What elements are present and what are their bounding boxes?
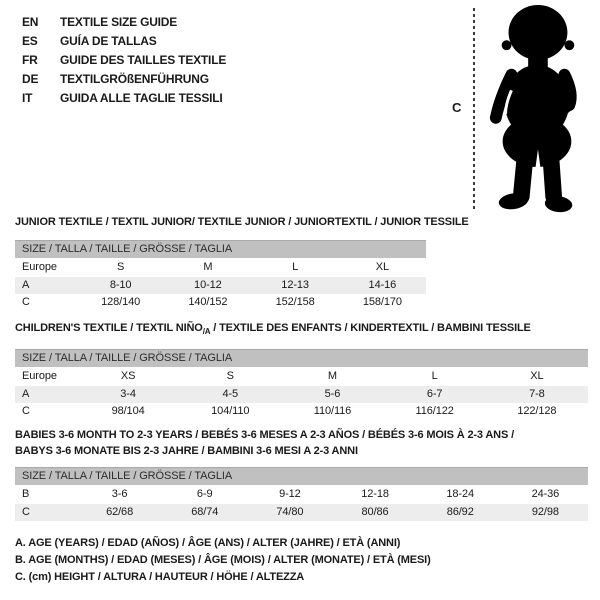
- table-row: [15, 258, 426, 277]
- language-row: [22, 51, 226, 70]
- language-code: IT: [22, 91, 33, 105]
- table-cell: 6-9: [196, 488, 213, 500]
- table-cell: 9-12: [279, 488, 301, 500]
- language-code: DE: [22, 72, 39, 86]
- table-row: [15, 403, 588, 420]
- legend-line-age-years: A. AGE (YEARS) / EDAD (AÑOS) / ÂGE (ANS) / ALTER (JAHRE) / ETÀ (ANNI): [15, 537, 401, 549]
- table-cell: 128/140: [101, 296, 141, 308]
- table-cell: XL: [530, 370, 544, 382]
- size-header-label: SIZE / TALLA / TAILLE / GRÖSSE / TAGLIA: [15, 468, 588, 485]
- table-cell: 68/74: [162, 504, 247, 521]
- table-cell: 6-7: [384, 386, 486, 403]
- table-cell: M: [203, 261, 213, 273]
- section-title-children-text: CHILDREN'S TEXTILE / TEXTIL NIÑO: [15, 322, 203, 334]
- measure-legend: [15, 535, 431, 586]
- height-measure-figure: [440, 0, 600, 220]
- row-label: C: [22, 296, 30, 308]
- section-title-children-text: / TEXTILE DES ENFANTS / KINDERTEXTIL / BAMBINI TESSILE: [210, 322, 531, 334]
- table-cell: 152/158: [275, 296, 315, 308]
- table-cell: S: [226, 370, 234, 382]
- table-row: [15, 367, 588, 386]
- table-cell: 8-10: [77, 277, 164, 294]
- section-title-children: [15, 322, 531, 336]
- size-table-children: [15, 349, 588, 420]
- table-cell: 98/104: [111, 405, 145, 417]
- language-row: [22, 89, 226, 108]
- table-cell: XS: [120, 370, 136, 382]
- table-cell: 5-6: [281, 386, 383, 403]
- table-cell: 24-36: [531, 488, 560, 500]
- table-cell: 110/116: [313, 405, 352, 417]
- section-title-junior: JUNIOR TEXTILE / TEXTIL JUNIOR/ TEXTILE JUNIOR / JUNIORTEXTIL / JUNIOR TESSILE: [15, 216, 469, 228]
- language-title-list: [22, 13, 226, 108]
- language-row: [22, 32, 226, 51]
- table-cell: 80/86: [332, 504, 417, 521]
- table-cell: 12-18: [361, 488, 389, 500]
- table-row: [15, 504, 588, 521]
- table-cell: L: [292, 261, 299, 273]
- table-row: [15, 386, 588, 403]
- legend-line-height: C. (cm) HEIGHT / ALTURA / HAUTEUR / HÖHE / ALTEZZA: [15, 571, 305, 583]
- table-cell: 7-8: [486, 386, 588, 403]
- table-cell: 62/68: [77, 504, 162, 521]
- table-cell: 18-24: [446, 488, 475, 500]
- height-dotted-line: [473, 8, 475, 209]
- language-title: GUIDE DES TAILLES TEXTILE: [60, 53, 227, 67]
- row-label: Europe: [22, 261, 57, 273]
- table-cell: 86/92: [418, 504, 503, 521]
- language-title: TEXTILGRÖßENFÜHRUNG: [60, 72, 209, 86]
- section-title-babies: [15, 428, 514, 459]
- size-header-bar: [15, 468, 588, 485]
- row-label: A: [15, 386, 77, 403]
- language-code: ES: [22, 34, 38, 48]
- table-cell: XL: [375, 261, 389, 273]
- table-cell: L: [431, 370, 438, 382]
- table-cell: 140/152: [188, 296, 228, 308]
- language-title: TEXTILE SIZE GUIDE: [60, 15, 178, 29]
- language-code: EN: [22, 15, 39, 29]
- row-label: C: [22, 405, 30, 417]
- table-cell: 14-16: [339, 277, 426, 294]
- size-header-bar: [15, 350, 588, 367]
- section-title-babies-line2: BABYS 3-6 MONATE BIS 2-3 JAHRE / BAMBINI 3-6 MESI A 2-3 ANNI: [15, 444, 358, 457]
- table-cell: 3-6: [111, 488, 128, 500]
- section-title-babies-line1: BABIES 3-6 MONTH TO 2-3 YEARS / BEBÉS 3-6 MESES A 2-3 AÑOS / BÉBÉS 3-6 MOIS À 2-3 ANS /: [15, 429, 514, 441]
- table-cell: 74/80: [247, 504, 332, 521]
- table-cell: M: [327, 370, 337, 382]
- table-cell: 10-12: [164, 277, 251, 294]
- language-row: [22, 13, 226, 32]
- language-code: FR: [22, 53, 38, 67]
- height-measure-label: C: [452, 100, 462, 115]
- table-cell: 4-5: [179, 386, 281, 403]
- language-title: GUIDA ALLE TAGLIE TESSILI: [60, 91, 223, 105]
- size-table-babies: [15, 467, 588, 521]
- table-row: [15, 277, 426, 294]
- legend-line-age-months: B. AGE (MONTHS) / EDAD (MESES) / ÂGE (MOIS) / ALTER (MONATE) / ETÀ (MESI): [15, 554, 431, 566]
- row-label: B: [22, 488, 30, 500]
- row-label: C: [15, 504, 77, 521]
- size-header-label: SIZE / TALLA / TAILLE / GRÖSSE / TAGLIA: [15, 241, 426, 258]
- table-cell: 92/98: [503, 504, 588, 521]
- section-title-children-sub: /A: [202, 327, 211, 337]
- language-row: [22, 70, 226, 89]
- table-row: [15, 294, 426, 311]
- row-label: A: [15, 277, 77, 294]
- table-cell: S: [117, 261, 125, 273]
- table-cell: 122/128: [517, 405, 557, 417]
- size-header-bar: [15, 241, 426, 258]
- table-cell: 12-13: [252, 277, 339, 294]
- table-cell: 116/122: [415, 405, 454, 417]
- table-cell: 158/170: [362, 296, 402, 308]
- table-cell: 104/110: [211, 405, 250, 417]
- table-row: [15, 485, 588, 504]
- language-title: GUÍA DE TALLAS: [60, 34, 157, 48]
- size-header-label: SIZE / TALLA / TAILLE / GRÖSSE / TAGLIA: [15, 350, 588, 367]
- size-table-junior: [15, 240, 426, 311]
- row-label: Europe: [22, 370, 57, 382]
- table-cell: 3-4: [77, 386, 179, 403]
- toddler-silhouette-image: [481, 4, 591, 215]
